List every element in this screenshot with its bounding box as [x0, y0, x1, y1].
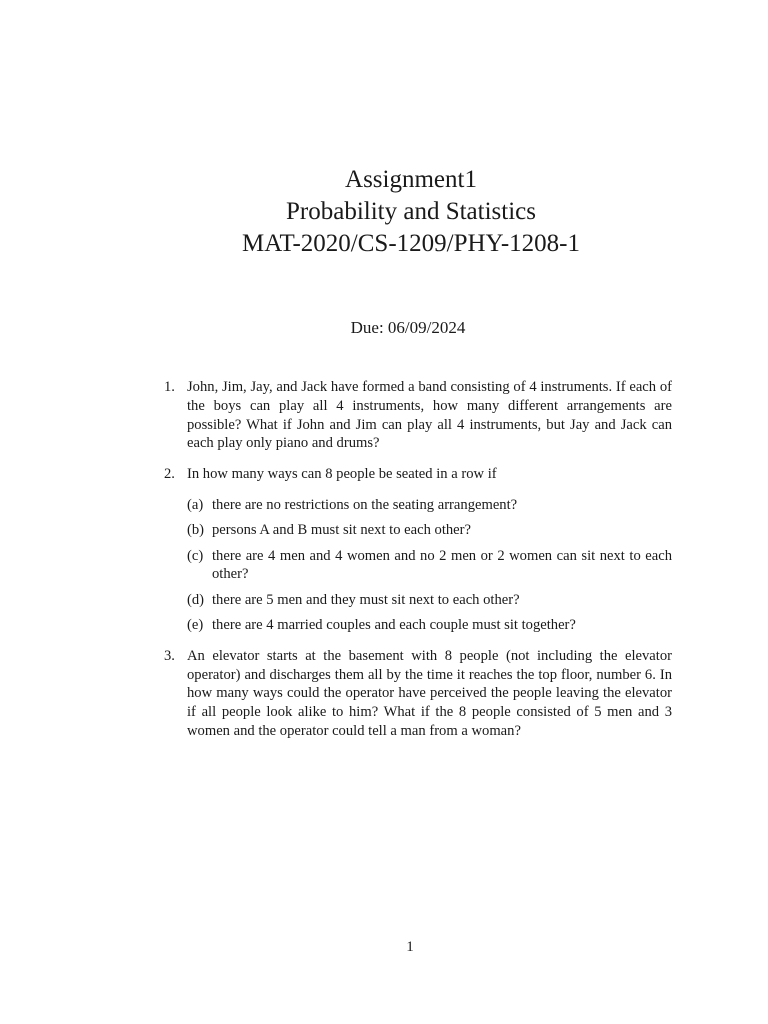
sub-question-text: there are 4 men and 4 women and no 2 men or 2 women can sit next to each other?: [212, 547, 672, 583]
course-title: Probability and Statistics: [286, 198, 536, 225]
sub-question-label: (d): [187, 591, 205, 608]
sub-question-a: [187, 496, 672, 515]
sub-question-e: [187, 616, 672, 635]
due-date: Due: 06/09/2024: [350, 318, 466, 337]
question-text: In how many ways can 8 people be seated in a row if: [187, 466, 497, 483]
course-codes: MAT-2020/CS-1209/PHY-1208-1: [241, 230, 580, 257]
question-list: [164, 378, 672, 753]
question-number: 1.: [164, 379, 175, 395]
sub-question-c: [187, 547, 672, 585]
sub-question-list: [187, 496, 672, 635]
question-text: An elevator starts at the basement with 8 people (not including the elevator operator) and discharges them all by the time it reaches the top floor, number 6. In how many ways could the operator have perceived the people leaving the elevator if all people look alike to him? What if the 8 people consisted of 5 men and 3 women and the operator could tell a man from a woman?: [187, 647, 672, 739]
sub-question-label: (b): [187, 522, 205, 539]
question-1: [164, 378, 672, 453]
question-3: [164, 647, 672, 741]
sub-question-text: there are 4 married couples and each couple must sit together?: [212, 616, 576, 633]
sub-question-text: there are 5 men and they must sit next to each other?: [212, 591, 520, 608]
question-2: [164, 465, 672, 635]
sub-question-label: (c): [187, 547, 204, 564]
question-text: John, Jim, Jay, and Jack have formed a band consisting of 4 instruments. If each of the boys can play all 4 instruments, how many different arrangements are possible? What if John and Jim can play all 4 instruments, but Jay and Jack can each play only piano and drums?: [187, 379, 672, 452]
title-block: [0, 164, 768, 260]
sub-question-b: [187, 521, 672, 540]
assignment-title: Assignment1: [345, 166, 477, 193]
sub-question-d: [187, 591, 672, 610]
question-number: 2.: [164, 466, 175, 483]
sub-question-label: (a): [187, 496, 204, 513]
sub-question-text: persons A and B must sit next to each other?: [212, 522, 471, 539]
sub-question-label: (e): [187, 616, 204, 633]
sub-question-text: there are no restrictions on the seating arrangement?: [212, 496, 518, 513]
question-number: 3.: [164, 647, 175, 664]
page-number: 1: [406, 939, 414, 955]
